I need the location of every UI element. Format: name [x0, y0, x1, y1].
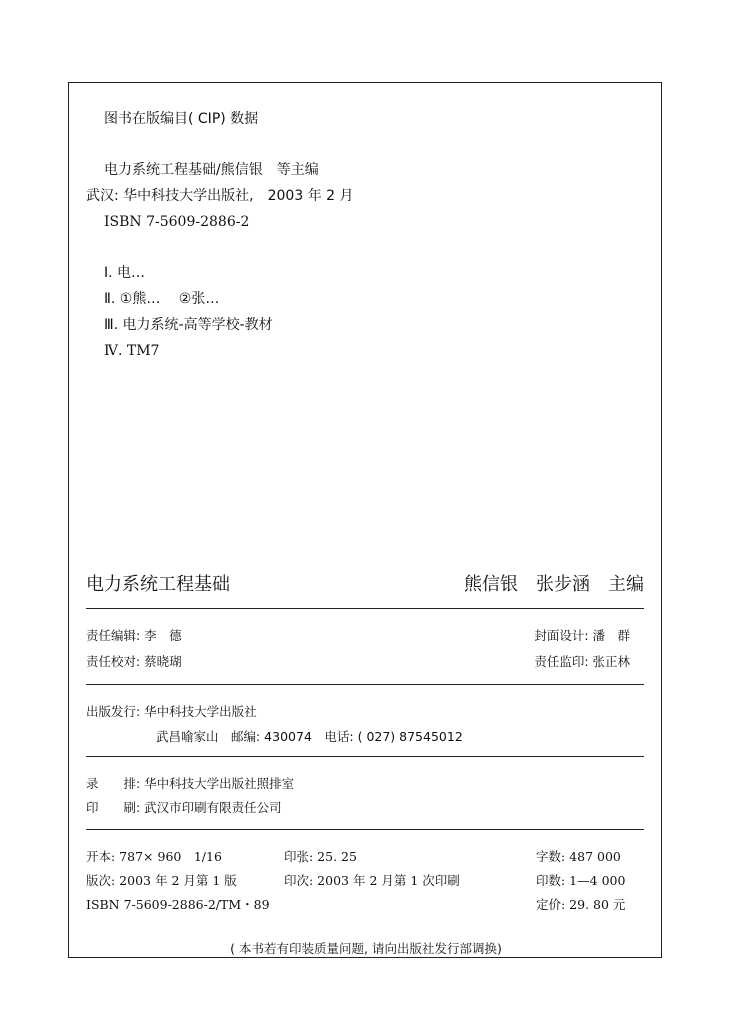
- spec-format: 开本: 787× 960 1/16: [86, 849, 222, 864]
- book-title: 电力系统工程基础: [86, 574, 230, 595]
- spec-impression: 印次: 2003 年 2 月第 1 次印刷: [284, 873, 460, 888]
- spec-sheets: 印张: 25. 25: [284, 849, 357, 864]
- cip-class-1: Ⅰ. 电…: [104, 265, 146, 281]
- divider-4: [86, 829, 644, 830]
- publisher-address: 武昌喻家山 邮编: 430074 电话: ( 027) 87545012: [156, 729, 463, 744]
- cip-class-2: Ⅱ. ①熊… ②张…: [104, 291, 220, 307]
- cip-class-4: Ⅳ. TM7: [104, 343, 160, 359]
- footer-note: ( 本书若有印装质量问题, 请向出版社发行部调换): [230, 941, 502, 956]
- publisher-label: 出版发行: 华中科技大学出版社: [86, 704, 257, 719]
- divider-2: [86, 684, 644, 685]
- spec-word-count: 字数: 487 000: [536, 849, 621, 864]
- cip-publisher-line: 武汉: 华中科技大学出版社, 2003 年 2 月: [86, 188, 354, 204]
- book-authors: 熊信银 张步涵 主编: [464, 574, 644, 595]
- divider-3: [86, 756, 644, 757]
- spec-price: 定价: 29. 80 元: [536, 897, 626, 912]
- divider-1: [86, 608, 644, 609]
- spec-print-run: 印数: 1—4 000: [536, 873, 626, 888]
- cip-title-line: 电力系统工程基础/熊信银 等主编: [104, 162, 319, 178]
- proofreader: 责任校对: 蔡晓瑚: [86, 654, 182, 669]
- printer: 印 刷: 武汉市印刷有限责任公司: [86, 800, 282, 815]
- printing-supervisor: 责任监印: 张正林: [534, 654, 630, 669]
- cip-isbn-line: ISBN 7-5609-2886-2: [104, 214, 250, 230]
- cip-header: 图书在版编目( CIP) 数据: [104, 111, 259, 127]
- spec-isbn-full: ISBN 7-5609-2886-2/TM・89: [86, 897, 270, 912]
- typesetter: 录 排: 华中科技大学出版社照排室: [86, 776, 295, 791]
- cip-class-3: Ⅲ. 电力系统-高等学校-教材: [104, 317, 273, 333]
- editor: 责任编辑: 李 德: [86, 628, 182, 643]
- cover-designer: 封面设计: 潘 群: [534, 628, 630, 643]
- spec-edition: 版次: 2003 年 2 月第 1 版: [86, 873, 237, 888]
